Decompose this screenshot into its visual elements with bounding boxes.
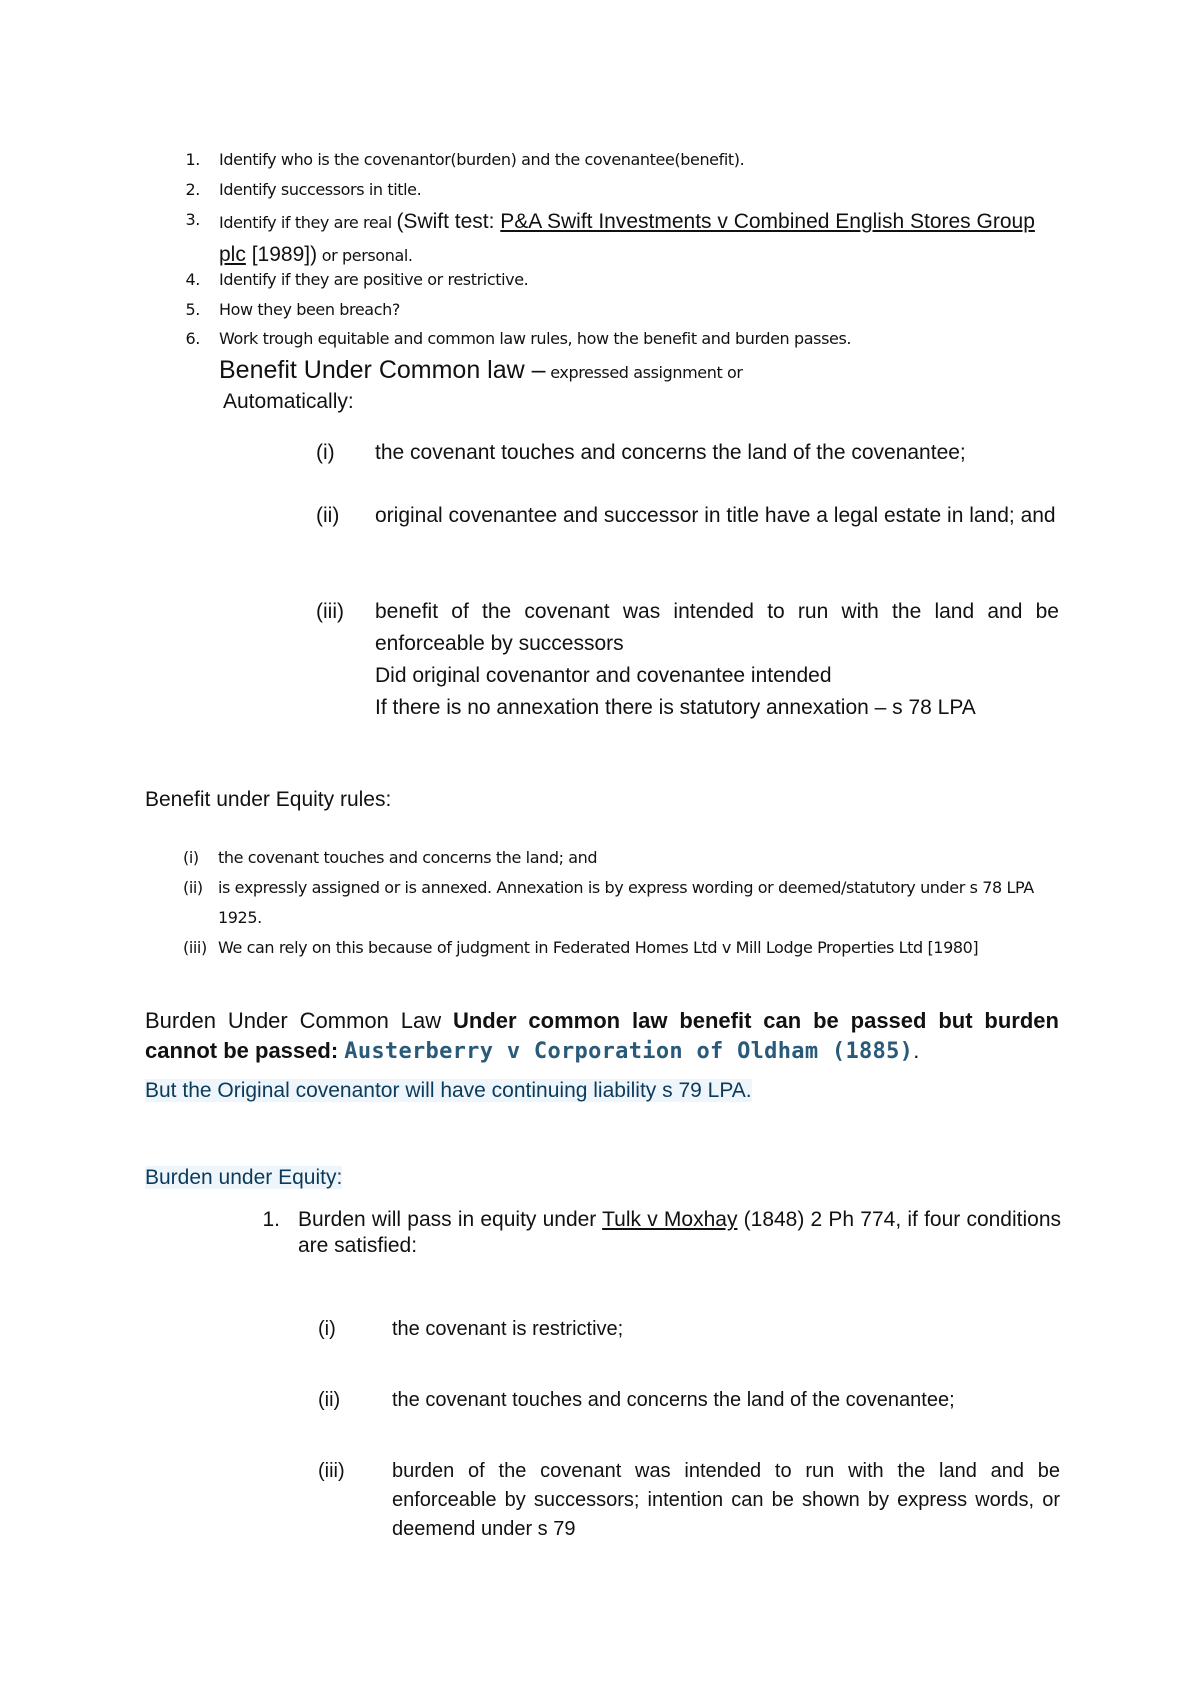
list-line: benefit of the covenant was intended to run with the land and be enforceable by successors [375,600,1059,655]
list-number: 5. [185,300,200,319]
heading-tail: expressed assignment or [545,363,743,382]
list-number: 6. [185,329,200,348]
list-text: the covenant touches and concerns the land; and [218,848,598,867]
heading-text: Benefit Under Common law – [219,356,546,384]
roman-numeral: (iii) [318,1460,345,1482]
list-text: the covenant is restrictive; [392,1318,624,1340]
roman-numeral: (ii) [318,1389,341,1411]
case-year: [1989]) [245,243,318,266]
section-heading-burden-common-law: Burden Under Common Law [145,1008,453,1033]
list-text [219,206,1039,272]
list-text: How they been breach? [219,300,400,319]
list-text: Work trough equitable and common law rules, how the benefit and burden passes. [219,329,852,348]
list-number: 4. [185,270,200,289]
sentence-end: . [913,1038,920,1063]
case-citation: P&A Swift Investments v Combined English Stores Group plc [219,210,1035,266]
liability-note [145,1076,752,1106]
list-text: We can rely on this because of judgment in Federated Homes Ltd v Mill Lodge Properties Ltd [1980] [218,938,979,957]
list-text: burden of the covenant was intended to run with the land and be enforceable by successors; intention can be shown by express words, or deemend under s 79 [392,1460,1060,1540]
list-text-tail: (1848) 2 Ph 774, if four conditions are satisfied: [298,1208,1062,1257]
roman-numeral: (i) [316,441,335,464]
list-text-tail: or personal. [317,246,413,265]
list-line: Did original covenantor and covenantee intended [375,664,832,687]
section-heading-burden-equity [145,1163,342,1193]
roman-numeral: (i) [183,848,199,867]
list-number: 2. [185,180,200,199]
liability-text: But the Original covenantor will have continuing liability s 79 LPA. [145,1079,752,1102]
list-text [298,1207,1061,1259]
roman-numeral: (iii) [316,600,344,623]
list-number: 1. [262,1208,280,1231]
burden-rule-text: Under common law benefit can be passed but burden cannot be passed: [145,1008,1059,1063]
list-text-lead: Burden will pass in equity under [298,1208,603,1231]
list-text [375,596,1059,724]
roman-numeral: (ii) [183,878,203,897]
heading-text: Burden under Equity: [145,1166,343,1189]
section-heading-benefit-equity: Benefit under Equity rules: [145,788,392,811]
list-text: Identify if they are positive or restrictive. [219,270,529,289]
swift-test-label: (Swift test: [396,210,501,233]
list-line: If there is no annexation there is statutory annexation – s 78 LPA [375,696,976,719]
list-text: Identify who is the covenantor(burden) and the covenantee(benefit). [219,150,745,169]
burden-common-law-paragraph [145,1006,1059,1067]
list-text-lead: Identify if they are real [219,213,397,232]
list-text: original covenantee and successor in title have a legal estate in land; and [375,504,1056,527]
list-text: is expressly assigned or is annexed. Annexation is by express wording or deemed/statutory under s 78 LPA 1925. [218,878,1034,927]
list-number: 3. [185,210,200,229]
list-text: Identify successors in title. [219,180,422,199]
subheading-automatically: Automatically: [223,390,354,413]
roman-numeral: (ii) [316,504,340,527]
section-heading-benefit-common-law [219,356,743,385]
list-number: 1. [185,150,200,169]
case-citation: Austerberry v Corporation of Oldham (1885) [344,1039,914,1064]
case-citation: Tulk v Moxhay [602,1208,738,1231]
list-text: the covenant touches and concerns the land of the covenantee; [375,441,966,464]
roman-numeral: (iii) [183,938,207,957]
list-text: the covenant touches and concerns the land of the covenantee; [392,1389,955,1411]
roman-numeral: (i) [318,1318,336,1340]
